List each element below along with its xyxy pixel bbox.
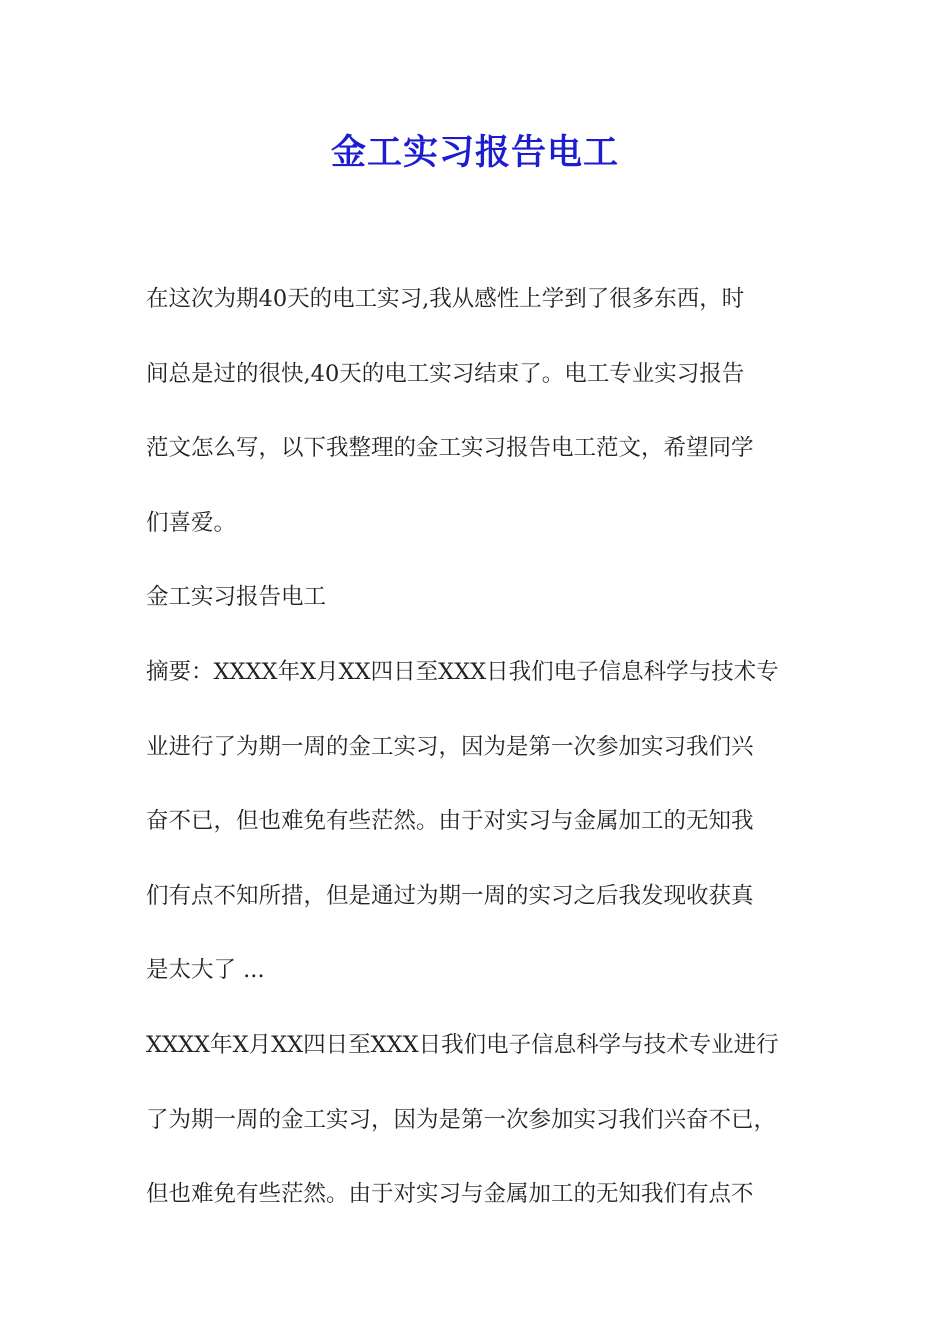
document-body	[146, 262, 810, 1232]
document-title: 金工实习报告电工	[330, 133, 619, 173]
body-line-4: 们喜爱。	[146, 509, 237, 536]
body-line-2: 间总是过的很快,40天的电工实习结束了。电工专业实习报告	[146, 360, 745, 387]
abstract-line-4: 们有点不知所措，但是通过为期一周的实习之后我发现收获真	[146, 882, 754, 909]
section-heading: 金工实习报告电工	[146, 584, 327, 611]
body-line-12: 了为期一周的金工实习，因为是第一次参加实习我们兴奋不已，	[146, 1106, 777, 1133]
body-line-3: 范文怎么写，以下我整理的金工实习报告电工范文，希望同学	[146, 435, 754, 462]
abstract-line-1: 摘要：XXXX年X月XX四日至XXX日我们电子信息科学与技术专	[146, 658, 779, 685]
body-line-11: XXXX年X月XX四日至XXX日我们电子信息科学与技术专业进行	[146, 1031, 779, 1058]
abstract-line-2: 业进行了为期一周的金工实习，因为是第一次参加实习我们兴	[146, 733, 754, 760]
abstract-line-5: 是太大了 ...	[146, 957, 265, 984]
body-line-13: 但也难免有些茫然。由于对实习与金属加工的无知我们有点不	[146, 1181, 754, 1208]
abstract-line-3: 奋不已，但也难免有些茫然。由于对实习与金属加工的无知我	[146, 808, 754, 835]
body-line-1: 在这次为期40天的电工实习,我从感性上学到了很多东西，时	[146, 286, 745, 312]
